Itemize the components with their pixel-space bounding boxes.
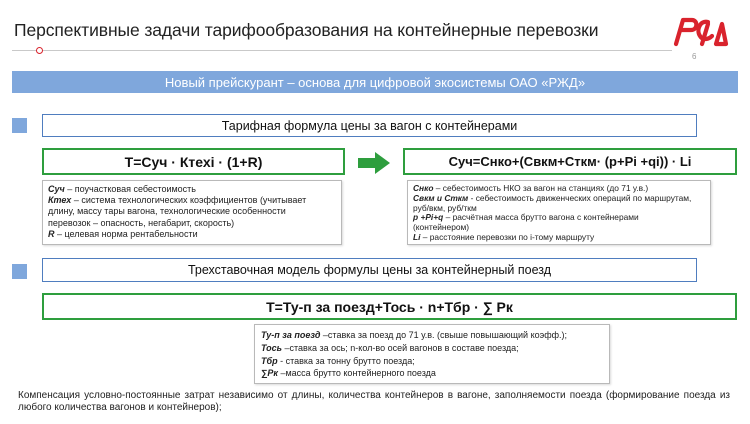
- section2-header: Трехставочная модель формулы цены за контейнерный поезд: [42, 258, 697, 282]
- title-divider: [12, 50, 672, 51]
- legend-line: Ктех – система технологических коэффициентов (учитывает: [48, 195, 307, 206]
- legend-line: Ту-п за поезд –ставка за поезд до 71 у.в. (свыше повышающий коэфф.);: [261, 330, 568, 340]
- arrow-right-icon: [358, 152, 390, 174]
- legend-line: ∑Рк –масса брутто контейнерного поезда: [261, 368, 436, 379]
- formula-tariff: Т=Суч · Ктехi · (1+R): [42, 148, 345, 175]
- legend-line: R – целевая норма рентабельности: [48, 228, 198, 239]
- section1-marker: [12, 118, 27, 133]
- formula-train: Т=Ту-п за поезд+Тось · n+Тбр · ∑ Рк: [42, 293, 737, 320]
- page-number: 6: [692, 52, 697, 61]
- formula-cost: Суч=Снко+(Свкм+Сткм· (р+Рi +qi)) · Li: [403, 148, 737, 175]
- legend-line: Суч – поучастковая себестоимость: [48, 184, 196, 194]
- legend-line: руб/вкм, руб/ткм: [413, 202, 477, 213]
- legend-line: Снко – себестоимость НКО за вагон на станциях (до 71 у.в.): [413, 183, 649, 193]
- legend-line: длину, массу тары вагона, технологические особенности: [48, 206, 286, 217]
- slide-title: Перспективные задачи тарифообразования на контейнерные перевозки: [14, 20, 599, 40]
- legend-line: перевозок – опасность, негабарит, скорость): [48, 217, 235, 228]
- legend-train: [254, 324, 610, 384]
- legend-tariff: [42, 180, 342, 245]
- section1-header: Тарифная формула цены за вагон с контейнерами: [42, 114, 697, 137]
- footer-note: Компенсация условно-постоянные затрат независимо от длины, количества контейнеров в вагоне, заполняемости поезда (формирование поезда из любого количества вагонов и контейнеров);: [18, 390, 730, 413]
- legend-line: Li – расстояние перевозки по i-тому маршруту: [413, 231, 595, 242]
- legend-cost: [407, 180, 711, 245]
- legend-line: Тось –ставка за ось; n-кол-во осей вагонов в составе поезда;: [261, 342, 519, 353]
- legend-line: Тбр - ставка за тонну брутто поезда;: [261, 355, 415, 366]
- banner: Новый прейскурант – основа для цифровой экосистемы ОАО «РЖД»: [12, 71, 738, 93]
- rzd-logo: [670, 14, 734, 48]
- divider-marker: [36, 47, 43, 54]
- legend-line: Свкм и Сткм - себестоимость движенческих операций по маршрутам,: [413, 192, 692, 203]
- legend-line: (контейнером): [413, 222, 470, 233]
- legend-line: р +Рi+q – расчётная масса брутто вагона с контейнерами: [413, 212, 639, 223]
- section2-marker: [12, 264, 27, 279]
